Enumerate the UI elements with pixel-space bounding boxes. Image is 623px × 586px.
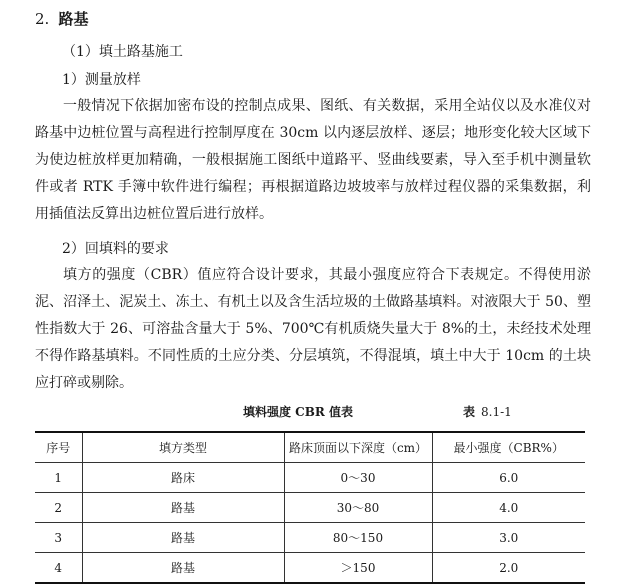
cell-min-strength: 2.0 (432, 553, 585, 584)
cell-depth: 0～30 (284, 463, 432, 493)
table-label: 表 (463, 405, 476, 419)
cell-min-strength: 6.0 (432, 463, 585, 493)
cell-index: 1 (35, 463, 82, 493)
section-number: 2. (35, 10, 50, 28)
subsection-heading-fill-subgrade: （1）填土路基施工 (62, 44, 183, 60)
cell-min-strength: 3.0 (432, 523, 585, 553)
table-number (463, 402, 512, 422)
cell-index: 3 (35, 523, 82, 553)
cell-fill-type: 路床 (82, 463, 284, 493)
cell-index: 2 (35, 493, 82, 523)
table-title: 填料强度 CBR 值表 (243, 405, 354, 419)
cell-min-strength: 4.0 (432, 493, 585, 523)
header-fill-type: 填方类型 (82, 432, 284, 463)
cell-depth: 30～80 (284, 493, 432, 523)
cbr-table (35, 431, 585, 584)
cell-fill-type: 路基 (82, 493, 284, 523)
section-title: 路基 (58, 10, 89, 28)
cell-fill-type: 路基 (82, 553, 284, 584)
header-depth: 路床顶面以下深度（cm） (284, 432, 432, 463)
table-number-value: 8.1-1 (481, 405, 512, 419)
table-row (35, 493, 585, 523)
fill-requirements-paragraph (35, 262, 591, 397)
cell-depth: ＞150 (284, 553, 432, 584)
subsection-heading-measurement: 1）测量放样 (62, 72, 141, 88)
table-row (35, 523, 585, 553)
cell-depth: 80～150 (284, 523, 432, 553)
table-caption (35, 402, 585, 422)
cell-fill-type: 路基 (82, 523, 284, 553)
header-min-strength: 最小强度（CBR%） (432, 432, 585, 463)
table-header-row (35, 432, 585, 463)
cell-index: 4 (35, 553, 82, 584)
measurement-paragraph (35, 93, 591, 228)
section-heading (35, 8, 89, 30)
subsection-heading-fill-requirements: 2）回填料的要求 (62, 241, 169, 257)
measurement-paragraph-text: 一般情况下依据加密布设的控制点成果、图纸、有关数据，采用全站仪以及水准仪对路基中边桩位置与高程进行控制厚度在 30cm 以内逐层放样、逐层；地形变化较大区域下为使边桩放样更加精确，一般根据施工图纸中道路平、竖曲线要素，导入至手机中测量软件或者 RTK 手簿中软件进行编程；再根据道路边坡坡率与放样过程仪器的采集数据，利用插值法反算出边桩位置后进行放样。 (35, 98, 591, 222)
header-index: 序号 (35, 432, 82, 463)
fill-requirements-paragraph-text: 填方的强度（CBR）值应符合设计要求，其最小强度应符合下表规定。不得使用淤泥、沼泽土、泥炭土、冻土、有机土以及含生活垃圾的土做路基填料。对液限大于 50、塑性指数大于 26、可溶盐含量大于 5%、700℃有机质烧失量大于 8%的土，未经技术处理不得作路基填料。不同性质的土应分类、分层填筑，不得混填，填土中大于 10cm 的土块应打碎或剔除。 (35, 267, 591, 391)
table-row (35, 463, 585, 493)
table-row (35, 553, 585, 584)
